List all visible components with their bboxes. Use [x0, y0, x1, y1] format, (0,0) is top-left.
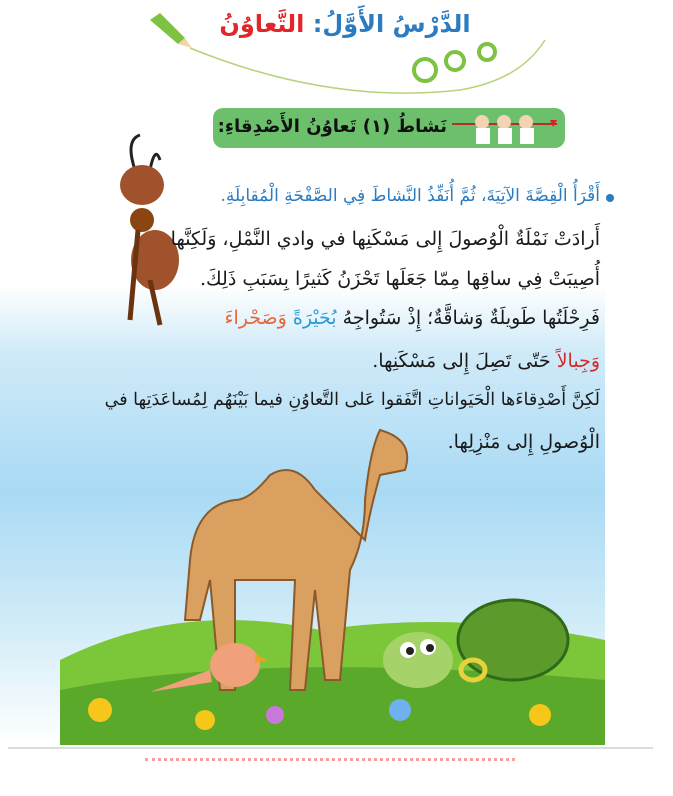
bullet-point — [606, 194, 614, 202]
turtle-illustration — [378, 585, 578, 705]
story-line-6: الْوُصولِ إِلى مَنْزِلِها. — [447, 431, 600, 453]
flower-icon — [529, 704, 551, 726]
story-line-1: أَرادَتْ نَمْلَةٌ الْوُصولَ إِلى مَسْكَنِها في وادي النَّمْلِ، وَلَكِنَّها — [170, 228, 600, 250]
lesson-name: التَّعاوُنُ — [219, 10, 305, 38]
story-line-2: أُصِيبَتْ فِي ساقِها مِمّا جَعَلَها تَحْزَنُ كَثيرًا بِسَبَبِ ذَلِكَ. — [199, 268, 600, 290]
activity-banner — [213, 108, 565, 148]
story-text: حَتّى تَصِلَ إِلى مَسْكَنِها. — [372, 350, 551, 372]
story-line-3 — [225, 307, 600, 329]
instruction-text: أَقْرَأُ الْقِصَّةَ الآتِيَةَ، ثُمَّ أُنَفِّذُ النَّشاطَ فِي الصَّفْحَةِ الْمُقابِلَةِ. — [220, 186, 600, 206]
word-mountains: وَجِبالاً — [556, 350, 600, 372]
word-desert: وَصَحْراءَ — [224, 307, 287, 329]
bird-illustration — [150, 630, 270, 705]
story-text: فَرِحْلَتُها طَويلَةٌ وَشاقَّةٌ؛ إِذْ سَتُواجِهُ — [342, 307, 600, 329]
lesson-title — [180, 10, 510, 38]
dotted-divider — [145, 758, 515, 761]
flower-icon — [88, 698, 112, 722]
flower-icon — [195, 710, 215, 730]
word-lake: بُحَيْرَةً — [292, 307, 337, 329]
activity-label: نَشاطُ (١) تَعاوُنُ الأَصْدِقاءِ: — [217, 116, 447, 137]
lesson-number: الدَّرْسُ الأَوَّلُ: — [312, 10, 471, 38]
story-line-4 — [372, 350, 600, 372]
tug-of-war-kids-icon — [452, 110, 557, 146]
divider — [8, 747, 653, 749]
story-line-5: لَكِنَّ أَصْدِقاءَها الْحَيَواناتِ اتَّفَقوا عَلى التَّعاوُنِ فيما بَيْنَهُم لِمُساعَدَتِها في — [104, 390, 600, 410]
